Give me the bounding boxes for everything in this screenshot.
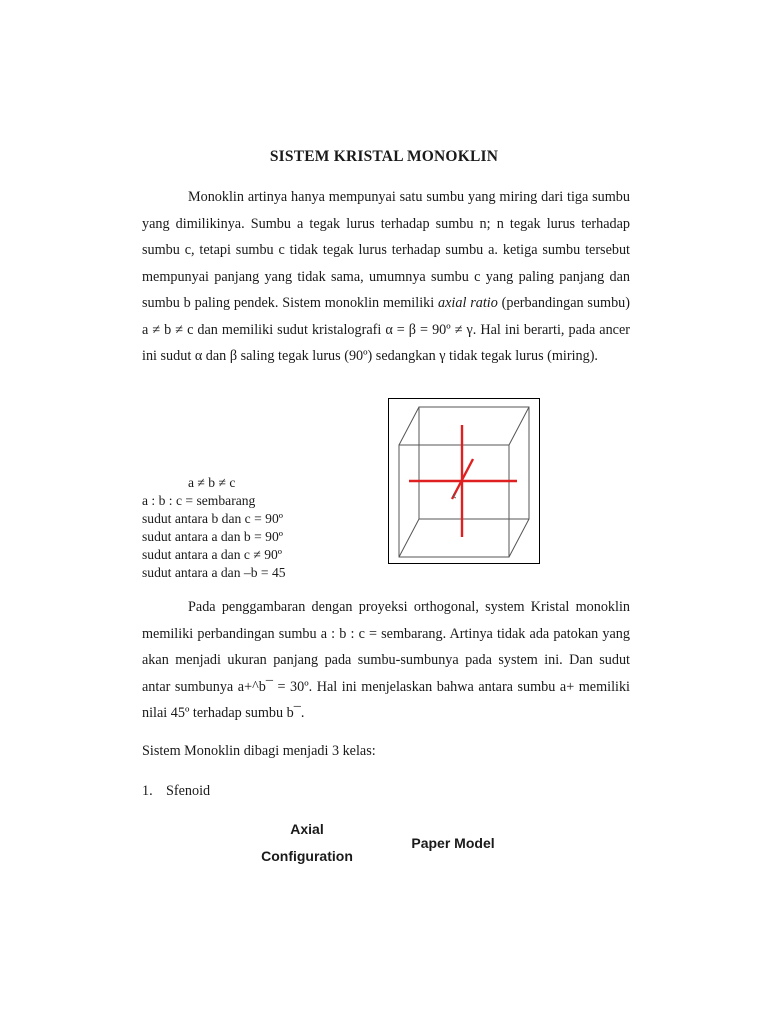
monoclinic-crystal-figure <box>388 398 540 564</box>
crystal-edge <box>509 519 529 557</box>
intro-text-b: (perbandingan sumbu) a ≠ b ≠ c dan memiliki sudut kristalografi α = β = 90º ≠ γ. Hal ini berarti, pada ancer ini sudut α dan β saling tegak lurus (90º) sedangkan γ tidak tegak lurus (miring). <box>142 295 630 364</box>
list-item <box>142 782 210 800</box>
projection-paragraph: Pada penggambaran dengan proyeksi orthogonal, system Kristal monoklin memiliki perbandingan sumbu a : b : c = sembarang. Artinya tidak ada patokan yang akan menjadi ukuran panjang pada sumbu-sumbunya pada system ini. Dan sudut antar sumbunya a+^b¯ = 30º. Hal ini menjelaskan bahwa antara sumbu a+ memiliki nilai 45º terhadap sumbu b¯. <box>142 599 630 721</box>
intro-italic-term: axial ratio <box>438 295 498 311</box>
list-item-number: 1. <box>142 783 153 799</box>
classes-intro: Sistem Monoklin dibagi menjadi 3 kelas: <box>142 743 376 759</box>
header-line: Axial <box>290 821 324 837</box>
property-line: sudut antara b dan c = 90º <box>142 511 283 526</box>
axis-properties-list <box>142 474 286 582</box>
header-line: Configuration <box>261 848 353 864</box>
page-title: SISTEM KRISTAL MONOKLIN <box>269 148 499 165</box>
intro-paragraph <box>142 184 630 370</box>
table-header-paper-model: Paper Model <box>411 835 495 851</box>
property-line: a : b : c = sembarang <box>142 493 256 508</box>
property-line: sudut antara a dan –b = 45 <box>142 565 286 580</box>
list-item-label: Sfenoid <box>166 783 211 799</box>
crystal-back-face <box>419 407 529 519</box>
crystal-edge <box>399 519 419 557</box>
table-header-axial-configuration <box>248 816 366 870</box>
crystal-edge <box>509 407 529 445</box>
crystal-front-face <box>399 445 509 557</box>
property-line: sudut antara a dan b = 90º <box>142 529 283 544</box>
crystal-edge <box>399 407 419 445</box>
crystal-axes-diagram <box>389 399 538 562</box>
intro-text-a: Monoklin artinya hanya mempunyai satu sumbu yang miring dari tiga sumbu yang dimilikinya. Sumbu a tegak lurus terhadap sumbu n; n tegak lurus terhadap sumbu c, tetapi sumbu c tidak tegak lurus terhadap sumbu a. ketiga sumbu tersebut mempunyai panjang yang tidak sama, umumnya sumbu c yang paling panjang dan sumbu b paling pendek. Sistem monoklin memiliki <box>142 189 630 311</box>
property-line: a ≠ b ≠ c <box>188 475 236 490</box>
property-line: sudut antara a dan c ≠ 90º <box>142 547 283 562</box>
